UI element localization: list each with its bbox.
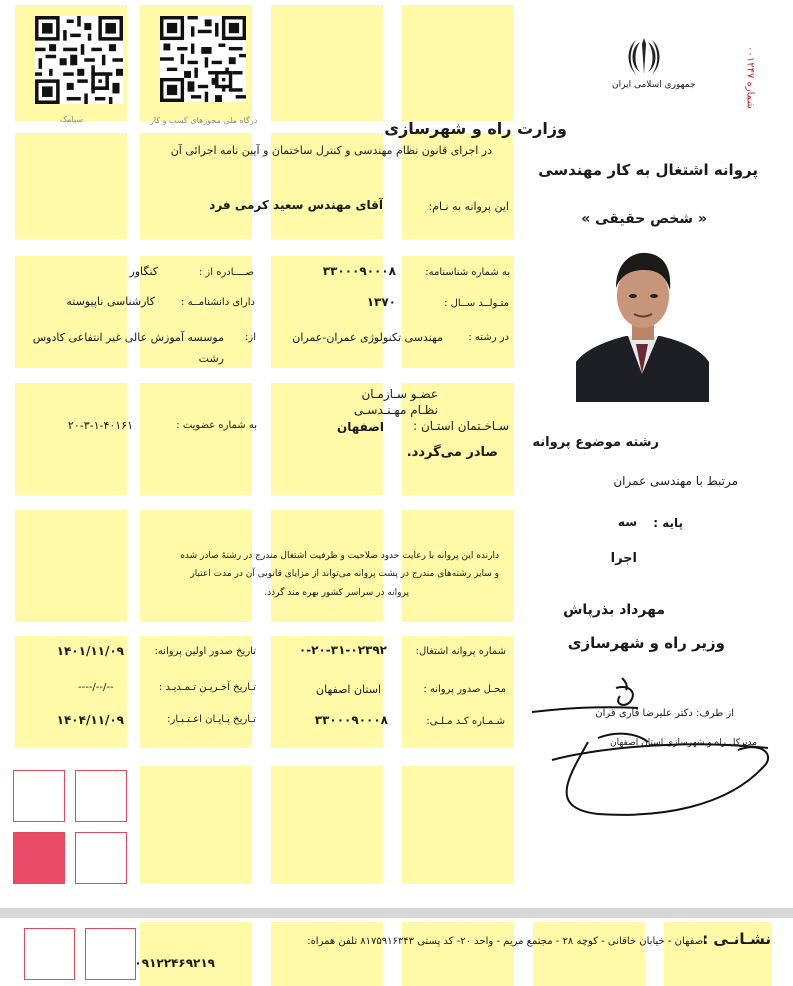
degree-value: کارشناسی ناپیوسته <box>66 295 155 308</box>
expiry-label: تـاریخ پـایـان اعـتـبـار: <box>167 714 256 725</box>
background-tile <box>402 922 514 986</box>
last-renewal-value: ----/--/-- <box>78 682 114 693</box>
id-number-value: ۳۳۰۰۰۹۰۰۰۸ <box>322 264 396 278</box>
address-line2: ۰۹۱۲۲۴۶۹۲۱۹ <box>134 956 215 970</box>
qr-caption-business-portal: درگاه ملی مجوزهای کسب و کار <box>150 116 258 125</box>
stamp-box[interactable] <box>13 770 65 822</box>
org-province-value: اصفهان <box>336 420 384 434</box>
grade-label: پایه : <box>653 516 683 530</box>
background-tile <box>271 5 383 121</box>
license-title: پروانه اشتغال به کار مهندسی <box>538 161 758 179</box>
issued-text: صادر می‌گردد. <box>406 445 498 460</box>
address-label: نشـانـی : <box>702 930 771 948</box>
grade-value: سه <box>617 515 637 529</box>
birth-year-value: ۱۳۷۰ <box>366 295 396 309</box>
minister-title: وزیر راه و شهرسازی <box>567 634 725 652</box>
issued-from-value: کنگاور <box>129 265 158 278</box>
field-value: مهندسی تکنولوژی عمران-عمران <box>292 331 443 344</box>
qr-code-business-portal[interactable] <box>160 16 246 102</box>
background-tile <box>271 922 383 986</box>
stamp-box[interactable] <box>75 832 127 884</box>
background-tile <box>533 922 645 986</box>
address-line1: اصفهان - خیابان خاقانی - کوچه ۲۸ - مجتمع مریم - واحد ۲۰- کد پستی ۸۱۷۵۹۱۶۳۴۳ تلفن همراه: <box>307 936 706 947</box>
degree-label: دارای دانشنامــه : <box>181 297 255 308</box>
holder-photo <box>576 244 709 402</box>
qr-caption-sepamak: سپامک <box>60 115 83 124</box>
org-label-line3: سـاخـتمان استـان : <box>413 419 509 433</box>
background-tile <box>402 510 514 622</box>
scope-value: اجرا <box>610 551 637 566</box>
separator-band <box>0 908 793 918</box>
license-number-value: ۰-۲۰-۳۱-۰۲۳۹۲ <box>298 643 387 657</box>
delegate-signer-name: از طرف: دکتر علیرضا قاری قرآن <box>595 708 734 719</box>
ministry-title: وزارت راه و شهرسازی <box>384 119 567 138</box>
id-number-label: به شماره شناسنامه: <box>425 267 510 278</box>
background-tile <box>15 256 127 368</box>
background-tile <box>140 383 252 495</box>
stamp-box-filled[interactable] <box>13 832 65 884</box>
background-tile <box>140 766 252 884</box>
issue-place-value: استان اصفهان <box>316 683 381 696</box>
background-tile <box>402 766 514 884</box>
background-tile <box>271 510 383 622</box>
background-tile <box>402 5 514 121</box>
background-tile <box>271 766 383 884</box>
national-id-label: شـمـاره کـد مـلـی: <box>426 716 505 727</box>
background-tile <box>140 510 252 622</box>
institution-label: از: <box>245 332 256 343</box>
notice-line2: و سایر رشته‌های مندرج در پشت پروانه می‌تواند از مزایای قانونی آن در مدت اعتبار <box>190 569 499 579</box>
last-renewal-label: تـاریخ آخـریـن تـمـدیـد : <box>158 682 256 693</box>
serial-number-block <box>740 32 760 132</box>
notice-line1: دارنده این پروانه با رعایت حدود صلاحیت و ظرفیت اشتغال مندرج در رشتهٔ صادر شده <box>180 551 499 561</box>
holder-name: آقای مهندس سعید کرمی فرد <box>209 198 383 212</box>
serial-number: ۰۰۱۲۴۷ <box>744 46 756 79</box>
minister-name: مهرداد بذرپاش <box>563 602 665 618</box>
stamp-box[interactable] <box>75 770 127 822</box>
stamp-box[interactable] <box>85 928 136 980</box>
issue-place-label: محـل صدور پروانه : <box>423 684 506 695</box>
expiry-value: ۱۴۰۴/۱۱/۰۹ <box>56 713 124 727</box>
first-issue-value: ۱۴۰۱/۱۱/۰۹ <box>56 644 124 658</box>
background-tile <box>15 383 127 495</box>
national-id-value: ۳۳۰۰۰۹۰۰۰۸ <box>314 713 388 727</box>
serial-label: شماره <box>744 81 756 109</box>
field-label: در رشته : <box>468 332 509 343</box>
first-issue-label: تاریخ صدور اولین پروانه: <box>154 646 256 657</box>
background-tile <box>140 922 252 986</box>
field-subject-value: مرتبط با مهندسی عمران <box>613 474 738 488</box>
institution-line2: رشت <box>198 352 224 365</box>
field-title: رشته موضوع پروانه <box>532 435 659 450</box>
birth-year-label: متـولــد ســال : <box>444 298 509 309</box>
holder-intro-label: این پروانه به نـام: <box>428 200 509 213</box>
institution-line1: موسسه آموزش عالی غیر انتفاعی کادوس <box>32 331 224 344</box>
qr-code-sepamak[interactable] <box>35 16 123 104</box>
stamp-box[interactable] <box>24 928 75 980</box>
notice-line3: پروانه در سراسر کشور بهره مند گردد. <box>264 588 409 598</box>
org-label-line2: نظـام مهـنـدسـی <box>353 403 438 417</box>
handwritten-signature <box>528 668 778 818</box>
emblem-caption: جمهوری اسلامی ایران <box>612 80 696 90</box>
member-number-label: به شماره عضویت : <box>176 420 257 431</box>
issued-from-label: صــــادره از : <box>198 267 254 278</box>
background-tile <box>15 510 127 622</box>
preamble-text: در اجرای قانون نظام مهندسی و کنترل ساختمان و آیین نامه اجرائی آن <box>170 144 492 157</box>
delegate-signer-title: مدیرکل راه و شهرسازی استان اصفهان <box>610 738 757 748</box>
person-type: « شخص حقیقی » <box>581 211 707 227</box>
iran-emblem-icon <box>624 36 664 76</box>
license-number-label: شماره پروانه اشتغال: <box>415 646 506 657</box>
member-number-value: ۲۰-۳-۱-۴۰۱۶۱ <box>67 419 133 432</box>
org-label-line1: عضـو سـازمـان <box>361 387 438 401</box>
